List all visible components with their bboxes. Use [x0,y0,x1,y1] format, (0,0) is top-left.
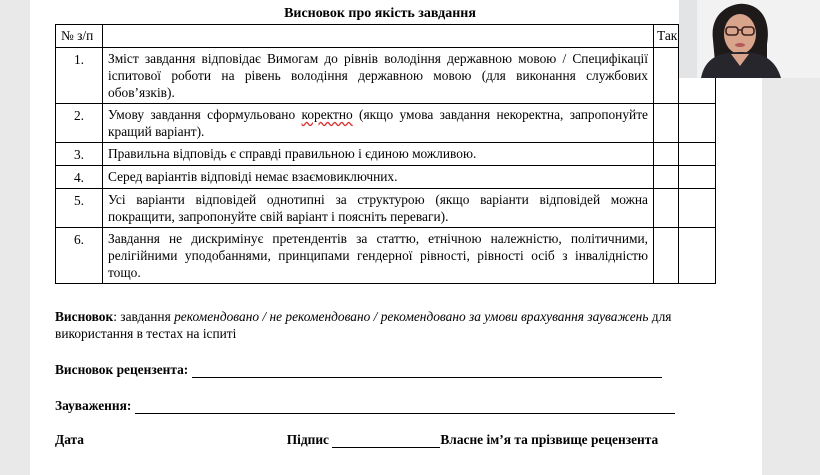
row-num: 3. [56,143,103,166]
checkbox-cell-yes[interactable] [654,189,679,228]
table-header-row [56,25,716,48]
row-num: 6. [56,228,103,284]
conclusion-prefix: : завдання [113,309,175,324]
checkbox-cell-no[interactable] [679,166,716,189]
conclusion-paragraph [55,308,715,342]
checkbox-cell-yes[interactable] [654,104,679,143]
row-text: Зміст завдання відповідає Вимогам до рівнів володіння державною мовою / Специфікації іспитової роботи на рівень володіння державною мовою (для виконання службових обов’язків). [103,48,654,104]
remarks-label: Зауваження: [55,398,132,413]
reviewer-conclusion-line[interactable] [192,363,662,378]
checkbox-cell-no[interactable] [679,228,716,284]
row-text: Серед варіантів відповіді немає взаємовиключних. [103,166,654,189]
signature-block [55,432,715,448]
table-row [56,143,716,166]
person-icon [679,0,820,78]
conclusion-suffix: для використання в тестах на іспиті [55,309,672,341]
row-text: Усі варіанти відповідей однотипні за структурою (якщо варіанти відповідей можна покращити, запропонуйте свій варіант і поясніть переваги). [103,189,654,228]
checkbox-cell-yes[interactable] [654,166,679,189]
row-num: 2. [56,104,103,143]
row-num: 1. [56,48,103,104]
conclusion-options: рекомендовано / не рекомендовано / рекомендовано за умови врахування зауважень [174,309,649,324]
table-row [56,104,716,143]
row-text-start: Умову завдання сформульовано [108,107,302,122]
date-label: Дата [55,432,84,447]
checkbox-cell-no[interactable] [679,143,716,166]
row-num: 4. [56,166,103,189]
checkbox-cell-no[interactable] [679,104,716,143]
remarks-line[interactable] [135,399,675,414]
reviewer-conclusion-label: Висновок рецензента: [55,362,189,377]
webcam-video-feed [679,0,820,78]
document-sheet [30,0,762,475]
signature-label: Підпис [286,432,330,447]
document-title: Висновок про якість завдання [284,6,476,21]
remarks-field [55,398,675,414]
table-row [56,166,716,189]
row-text: Правильна відповідь є справді правильною і єдиною можливою. [103,143,654,166]
row-text-end: (якщо умова завдання некоректна, запропонуйте кращий варіант). [108,107,648,139]
table-row [56,189,716,228]
row-text [103,104,654,143]
row-num: 5. [56,189,103,228]
reviewer-conclusion-field [55,362,662,378]
table-row [56,228,716,284]
conclusion-label: Висновок [55,309,114,324]
signature-line[interactable] [332,433,440,448]
criteria-table [55,24,716,284]
header-num: № з/п [56,25,103,48]
header-yes: Так [654,25,679,48]
checkbox-cell-yes[interactable] [654,228,679,284]
checkbox-cell-yes[interactable] [654,143,679,166]
name-label: Власне ім’я та прізвище рецензента [440,432,659,447]
checkbox-cell-yes[interactable] [654,48,679,104]
row-text: Завдання не дискримінує претендентів за статтю, етнічною належністю, політичними, релігійними уподобаннями, принципами гендерної рівності, рівності осіб з інвалідністю тощо. [103,228,654,284]
header-text [103,25,654,48]
spellcheck-underlined-word: коректно [301,107,353,122]
table-row [56,48,716,104]
checkbox-cell-no[interactable] [679,189,716,228]
